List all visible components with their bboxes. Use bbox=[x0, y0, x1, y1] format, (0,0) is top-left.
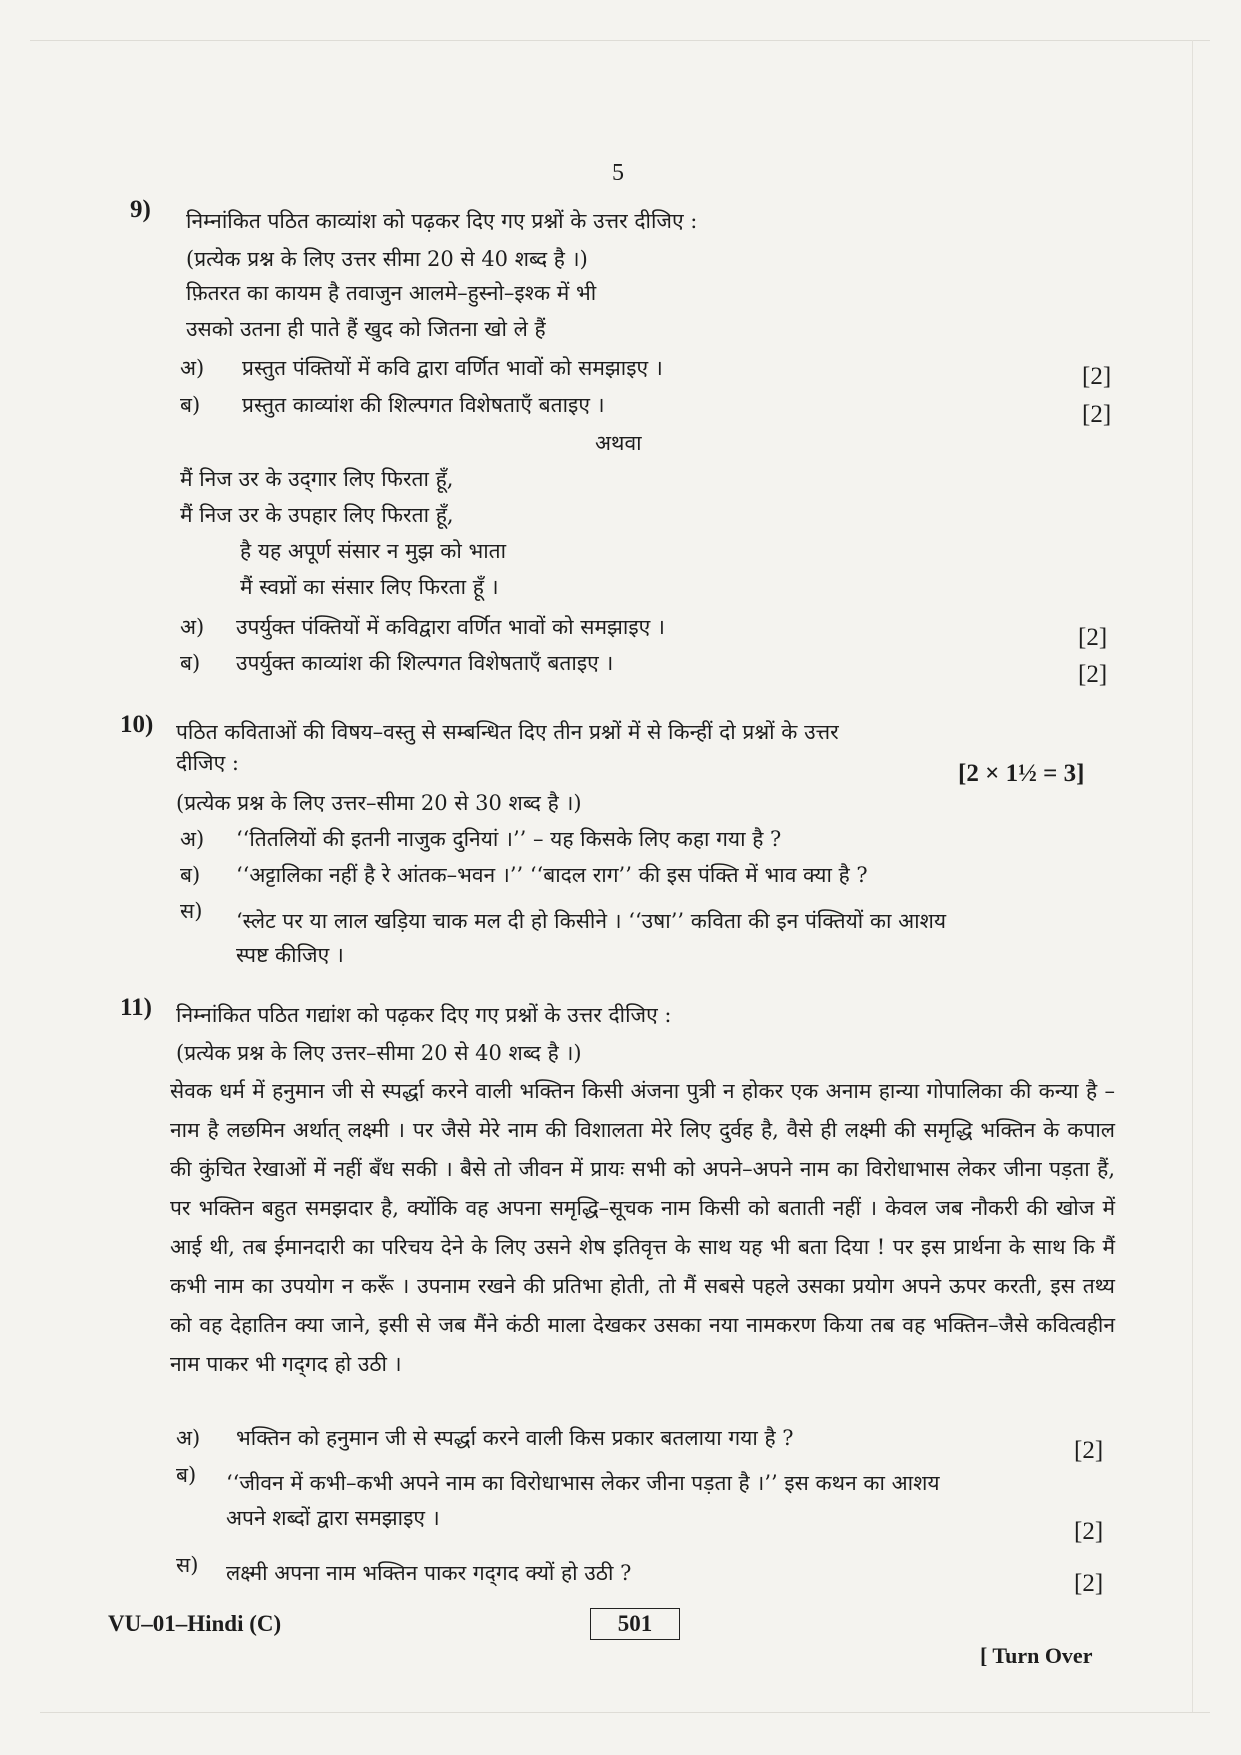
question-instruction: पठित कविताओं की विषय–वस्तु से सम्बन्धित दिए तीन प्रश्नों में से किन्हीं दो प्रश्नों के उत्तर bbox=[176, 720, 839, 744]
question-instruction: निम्नांकित पठित गद्यांश को पढ़कर दिए गए प्रश्नों के उत्तर दीजिए : bbox=[176, 1003, 672, 1027]
scan-edge-line bbox=[30, 40, 1210, 41]
sub-question-text: ‘‘तितलियों की इतनी नाजुक दुनियां ।’’ – यह किसके लिए कहा गया है ? bbox=[236, 827, 782, 851]
prose-passage: सेवक धर्म में हनुमान जी से स्पर्द्धा करने वाली भक्तिन किसी अंजना पुत्री न होकर एक अनाम हान्या गोपालिका की कन्या है – नाम है लछमिन अर्थात् लक्ष्मी । पर जैसे मेरे नाम की विशालता मेरे लिए दुर्वह है, वैसे ही लक्ष्मी की समृद्धि भक्तिन के कपाल की कुंचित रेखाओं में नहीं बँध सकी । बैसे तो जीवन में प्रायः सभी को अपने–अपने नाम का विरोधाभास लेकर जीना पड़ता हैं, पर भक्तिन बहुत समझदार है, क्योंकि वह अपना समृद्धि–सूचक नाम किसी को बताती नहीं । केवल जब नौकरी की खोज में आई थी, तब ईमानदारी का परिचय देने के लिए उसने शेष इतिवृत्त के साथ यह भी बता दिया ! पर इस प्रार्थना के साथ कि मैं कभी नाम का उपयोग न करूँ । उपनाम रखने की प्रतिभा होती, तो मैं सबसे पहले उसका प्रयोग अपने ऊपर करती, इस तथ्य को वह देहातिन क्या जाने, इसी से जब मैंने कंठी माला देखकर उसका नया नामकरण किया तब वह भक्तिन–जैसे कवित्वहीन नाम पाकर भी गद्‌गद हो उठी । bbox=[170, 1079, 1115, 1376]
question-instruction: दीजिए : bbox=[176, 751, 239, 775]
sub-question-label: ब) bbox=[176, 1463, 197, 1487]
page-number: 5 bbox=[612, 160, 624, 186]
sub-question-label: अ) bbox=[180, 827, 205, 851]
poem-line: फ़ितरत का कायम है तवाजुन आलमे–हुस्नो–इश्क में भी bbox=[186, 281, 597, 305]
word-limit-note: (प्रत्येक प्रश्न के लिए उत्तर–सीमा 20 से 40 शब्द है ।) bbox=[176, 1041, 582, 1065]
scan-edge-line bbox=[40, 1712, 1210, 1713]
sub-question-label: अ) bbox=[180, 615, 205, 639]
sub-question-text: स्पष्ट कीजिए । bbox=[236, 943, 344, 967]
marks-label: [2] bbox=[1074, 1570, 1104, 1597]
sub-question-label: अ) bbox=[176, 1426, 201, 1450]
poem-line: है यह अपूर्ण संसार न मुझ को भाता bbox=[240, 539, 507, 563]
sub-question-label: ब) bbox=[180, 393, 201, 417]
question-instruction: निम्नांकित पठित काव्यांश को पढ़कर दिए गए प्रश्नों के उत्तर दीजिए : bbox=[186, 209, 698, 233]
sub-question-text: उपर्युक्त काव्यांश की शिल्पगत विशेषताएँ बताइए । bbox=[236, 651, 614, 675]
turn-over-note: [ Turn Over bbox=[980, 1643, 1093, 1668]
question-number: 9) bbox=[130, 196, 151, 223]
sub-question-text: उपर्युक्त पंक्तियों में कविद्वारा वर्णित भावों को समझाइए । bbox=[236, 615, 665, 639]
word-limit-note: (प्रत्येक प्रश्न के लिए उत्तर–सीमा 20 से 30 शब्द है ।) bbox=[176, 791, 582, 815]
sub-question-text: ‘‘जीवन में कभी–कभी अपने नाम का विरोधाभास लेकर जीना पड़ता है ।’’ इस कथन का आशय bbox=[226, 1471, 940, 1495]
sub-question-text: भक्तिन को हनुमान जी से स्पर्द्धा करने वाली किस प्रकार बतलाया गया है ? bbox=[236, 1426, 794, 1450]
poem-line: मैं स्वप्नों का संसार लिए फिरता हूँ । bbox=[240, 575, 499, 599]
poem-line: मैं निज उर के उपहार लिए फिरता हूँ, bbox=[180, 503, 454, 527]
marks-label: [2] bbox=[1074, 1437, 1104, 1464]
sub-question-label: ब) bbox=[180, 863, 201, 887]
poem-line: मैं निज उर के उद्‌गार लिए फिरता हूँ, bbox=[180, 467, 454, 491]
sub-question-text: प्रस्तुत पंक्तियों में कवि द्वारा वर्णित भावों को समझाइए । bbox=[242, 356, 663, 380]
sub-question-text: अपने शब्दों द्वारा समझाइए । bbox=[226, 1506, 440, 1530]
sub-question-label: ब) bbox=[180, 651, 201, 675]
sub-question-text: प्रस्तुत काव्यांश की शिल्पगत विशेषताएँ बताइए । bbox=[242, 393, 605, 417]
word-limit-note: (प्रत्येक प्रश्न के लिए उत्तर सीमा 20 से 40 शब्द है ।) bbox=[186, 247, 588, 271]
sub-question-label: स) bbox=[180, 899, 203, 923]
marks-label: [2] bbox=[1082, 363, 1112, 390]
sub-question-text: ‘स्लेट पर या लाल खड़िया चाक मल दी हो किसीने । ‘‘उषा’’ कविता की इन पंक्तियों का आशय bbox=[236, 909, 947, 933]
marks-label: [2 × 1½ = 3] bbox=[958, 760, 1085, 787]
marks-label: [2] bbox=[1078, 661, 1108, 688]
question-number: 11) bbox=[120, 994, 152, 1021]
marks-label: [2] bbox=[1082, 401, 1112, 428]
sub-question-label: अ) bbox=[180, 356, 205, 380]
sub-question-label: स) bbox=[176, 1553, 199, 1577]
sub-question-text: ‘‘अट्टालिका नहीं है रे आंतक–भवन ।’’ ‘‘बादल राग’’ की इस पंक्ति में भाव क्या है ? bbox=[236, 863, 868, 887]
paper-code: VU–01–Hindi (C) bbox=[108, 1611, 282, 1636]
sub-question-text: लक्ष्मी अपना नाम भक्तिन पाकर गद्‌गद क्यों हो उठी ? bbox=[226, 1561, 632, 1585]
marks-label: [2] bbox=[1074, 1518, 1104, 1545]
or-divider: अथवा bbox=[595, 431, 642, 455]
poem-line: उसको उतना ही पाते हैं खुद को जितना खो ले हैं bbox=[186, 317, 546, 341]
scan-edge-line bbox=[1192, 40, 1193, 1712]
marks-label: [2] bbox=[1078, 624, 1108, 651]
question-number: 10) bbox=[120, 711, 154, 738]
page-code-box: 501 bbox=[590, 1608, 680, 1640]
